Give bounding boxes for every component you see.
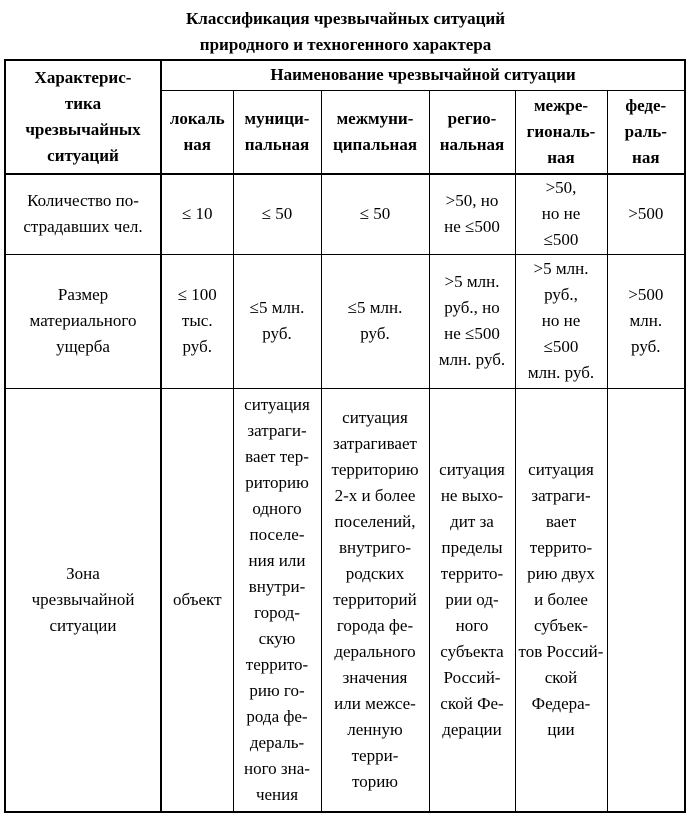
- table-row-damage: [5, 254, 685, 388]
- cell-victims-municipal: ≤ 50: [233, 174, 321, 254]
- row-label-zone: Зона чрезвычайной ситуации: [5, 388, 161, 812]
- header-col-federal: феде- раль- ная: [607, 90, 685, 174]
- cell-damage-federal: >500 млн. руб.: [607, 254, 685, 388]
- header-col-local: локаль ная: [161, 90, 233, 174]
- header-col-interregional: межре- гиональ- ная: [515, 90, 607, 174]
- cell-zone-local: объект: [161, 388, 233, 812]
- header-col-intermunicipal: межмуни- ципальная: [321, 90, 429, 174]
- cell-damage-local: ≤ 100 тыс. руб.: [161, 254, 233, 388]
- cell-victims-intermunicipal: ≤ 50: [321, 174, 429, 254]
- document-title: [0, 6, 691, 58]
- cell-zone-municipal: ситуация затраги- вает тер- риторию одного поселе- ния или внутри- город- скую террито- рию го- рода фе- дераль- ного зна- чения: [233, 388, 321, 812]
- classification-table: [4, 59, 686, 813]
- cell-zone-interregional: ситуация затраги- вает террито- рию двух и более субъек- тов Россий- ской Федера- ции: [515, 388, 607, 812]
- title-line-1: Классификация чрезвычайных ситуаций: [185, 9, 506, 28]
- cell-damage-interregional: >5 млн. руб., но не ≤500 млн. руб.: [515, 254, 607, 388]
- cell-damage-intermunicipal: ≤5 млн. руб.: [321, 254, 429, 388]
- table-row-victims: [5, 174, 685, 254]
- table-row-zone: [5, 388, 685, 812]
- cell-damage-regional: >5 млн. руб., но не ≤500 млн. руб.: [429, 254, 515, 388]
- cell-victims-local: ≤ 10: [161, 174, 233, 254]
- cell-zone-intermunicipal: ситуация затрагивает территорию 2-х и более поселений, внутригo- родских территорий города фе- дерального значения или межсе- ленную терри- торию: [321, 388, 429, 812]
- cell-victims-interregional: >50, но не ≤500: [515, 174, 607, 254]
- row-label-damage: Размер материального ущерба: [5, 254, 161, 388]
- header-group-name: Наименование чрезвычайной ситуации: [161, 60, 685, 90]
- row-label-victims: Количество по- страдавших чел.: [5, 174, 161, 254]
- cell-damage-municipal: ≤5 млн. руб.: [233, 254, 321, 388]
- header-col-municipal: муници- пальная: [233, 90, 321, 174]
- header-characteristic: Характерис- тика чрезвычайных ситуаций: [5, 60, 161, 174]
- title-line-2: природного и техногенного характера: [199, 35, 492, 54]
- cell-zone-federal: [607, 388, 685, 812]
- header-col-regional: регио- нальная: [429, 90, 515, 174]
- cell-victims-federal: >500: [607, 174, 685, 254]
- cell-victims-regional: >50, но не ≤500: [429, 174, 515, 254]
- cell-zone-regional: ситуация не выхо- дит за пределы террито- рии од- ного субъекта Россий- ской Фе- дерации: [429, 388, 515, 812]
